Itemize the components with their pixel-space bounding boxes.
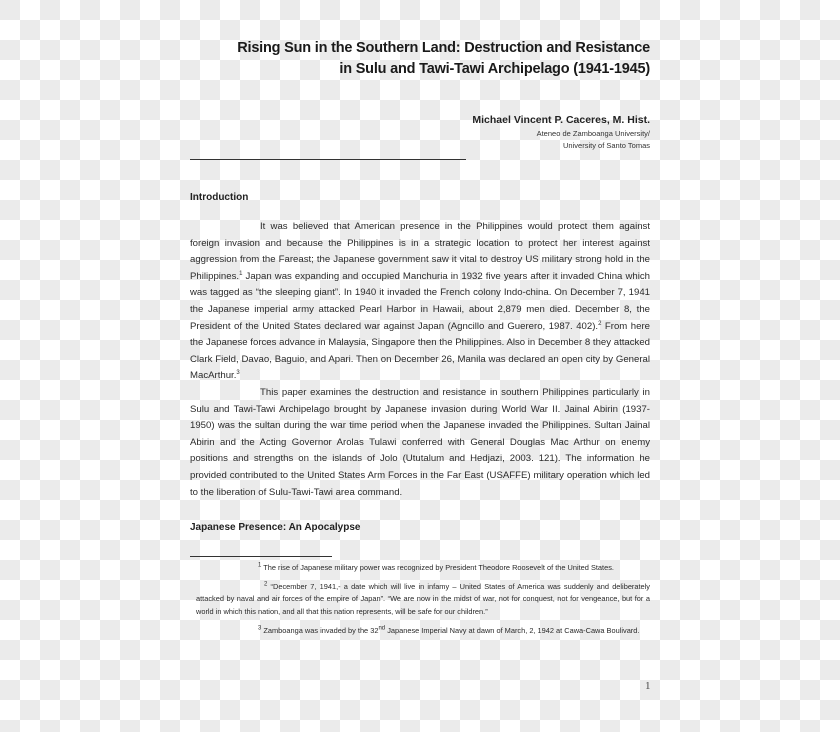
page-number: 1 — [645, 680, 651, 692]
paragraph-1: It was believed that American presence in the Philippines would protect them against foreign invasion and because the Philippines is in a strategic location to protect her interest against aggression from the Fareast; the Japanese government saw it vital to destroy US military strong hold in the Philippines.$^1$ Japan was expanding and occupied Manchuria in 1932 five years after it invaded China which was tagged as “the sleeping giant”. In 1940 it invaded the French colony Indo-china. On December 7, 1941 the Japanese imperial army attacked Pearl Harbor in Hawaii, about 2,879 men died. December 8, the President of the United States declared war against Japan (Agncillo and Guerero, 1987. 402).$^2$ From here the Japanese forces advance in Malaysia, Singapore then the Philippines. Also in December 8 they attacked Clark Field, Davao, Baguio, and Apari. Then on December 26, Manila was declared an open city by General MacArthur.$^3$ — [190, 221, 650, 382]
paper-title — [237, 38, 650, 80]
title-divider — [190, 159, 466, 160]
introduction-body — [190, 219, 650, 501]
footnote-ref-3[interactable]: 3 — [236, 370, 240, 377]
footnote-3: $^3$ Zamboanga was invaded by the 32nd Japanese Imperial Navy at dawn of March, 2, 1942 at Cawa-Cawa Boulivard. — [258, 625, 640, 635]
footnote-ref-1[interactable]: 1 — [239, 270, 243, 277]
title-line-1: Rising Sun in the Southern Land: Destruction and Resistance — [237, 40, 650, 56]
section-heading-japanese-presence: Japanese Presence: An Apocalypse — [190, 522, 361, 533]
footnotes — [190, 562, 650, 644]
author-name: Michael Vincent P. Caceres, M. Hist. — [472, 114, 650, 126]
footnote-2: $^2$ “December 7, 1941,- a date which will live in infamy – United States of America was suddenly and deliberately attacked by naval and air forces of the empire of Japan”. “We are now in the midst of war, not for conquest, not for vengeance, but for a world in which this nation, and all that this nation represents, will be safe for our children.” — [196, 581, 650, 616]
author-affiliation-2: University of Santo Tomas — [563, 141, 650, 150]
title-line-2: in Sulu and Tawi-Tawi Archipelago (1941-1945) — [339, 61, 650, 77]
footnote-ref-2[interactable]: 2 — [598, 320, 602, 327]
section-heading-introduction: Introduction — [190, 192, 249, 203]
author-block — [472, 113, 650, 152]
paragraph-2: This paper examines the destruction and resistance in southern Philippines particularly in Sulu and Tawi-Tawi Archipelago brought by Japanese invasion during World War II. Jainal Abirin (1937-1950) was the sultan during the war time period when the Japanese invaded the Philippines. Sultan Jainal Abirin and the Acting Governor Arolas Tulawi conferred with General Douglas Mac Arthur on enemy positions and strengths on the islands of Jolo (Ututalum and Hedjazi, 2003. 121). The information he provided contributed to the United States Arm Forces in the Far East (USAFFE) military operation which led to the liberation of Sulu-Tawi-Tawi area command. — [190, 386, 650, 498]
footnote-divider — [190, 556, 332, 557]
author-affiliation-1: Ateneo de Zamboanga University/ — [536, 129, 650, 138]
footnote-1: $^1$ The rise of Japanese military power was recognized by President Theodore Roosevelt of the United States. — [258, 562, 614, 572]
